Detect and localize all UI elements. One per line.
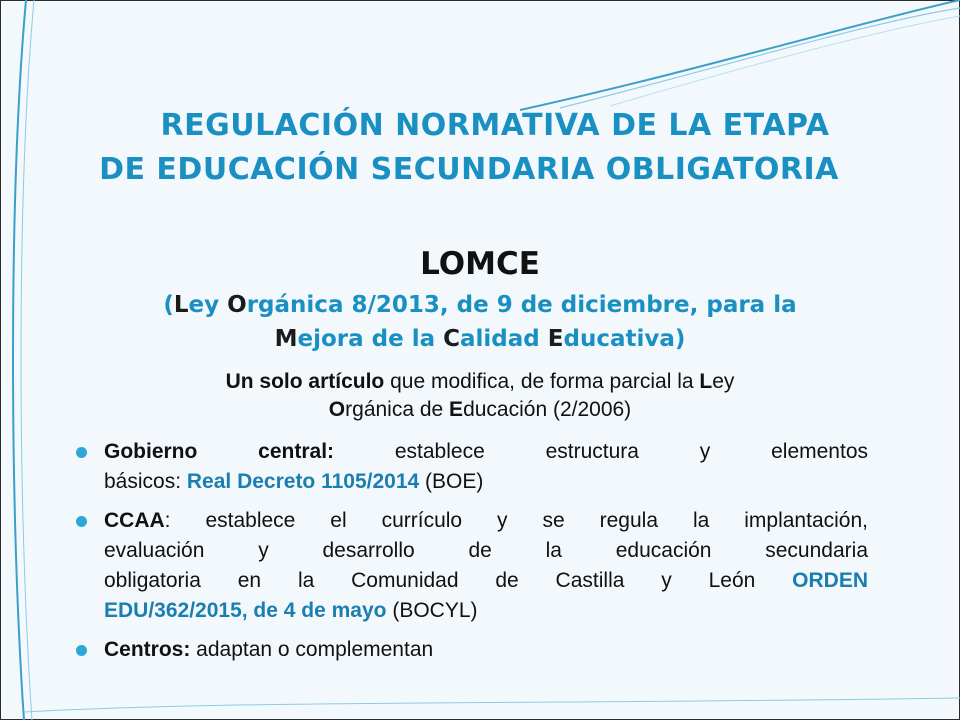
bullet-dot-icon (76, 645, 87, 656)
bullet-centros: Centros: adaptan o complementan (76, 635, 868, 665)
title-line-1: REGULACIÓN NORMATIVA DE LA ETAPA (160, 108, 830, 143)
bullet-gobierno-central: Gobierno central: establece estructura y elementos básicos: Real Decreto 1105/2014 (BOE) (76, 437, 868, 497)
real-decreto-reference: Real Decreto 1105/2014 (186, 470, 420, 493)
frame-top-right-sweep-2 (560, 8, 960, 108)
law-line-1: (Ley Orgánica 8/2013, de 9 de diciembre, para la (163, 292, 797, 318)
article-line-2: Orgánica de Educación (2/2006) (328, 398, 632, 421)
bullet-ccaa: CCAA: establece el currículo y se regula la implantación, evaluación y desarrollo de la educación secundaria obligatoria en la Comunidad de Castilla y León ORDEN EDU/362/2015, de 4 de mayo (BOCYL) (76, 506, 868, 626)
law-line-2: Mejora de la Calidad Educativa) (274, 326, 686, 352)
bullet-list (76, 437, 868, 674)
bullet-dot-icon (76, 516, 87, 527)
title-line-2: DE EDUCACIÓN SECUNDARIA OBLIGATORIA (99, 152, 839, 187)
frame-bottom-sweep (24, 698, 960, 712)
article-line-1: Un solo artículo que modifica, de forma parcial la Ley (225, 370, 735, 393)
orden-reference: EDU/362/2015, de 4 de mayo (104, 599, 387, 622)
bullet-dot-icon (76, 447, 87, 458)
subtitle-lomce: LOMCE (420, 246, 540, 282)
frame-top-right-sweep-3 (610, 16, 960, 106)
frame-top-right-sweep (520, 0, 960, 110)
